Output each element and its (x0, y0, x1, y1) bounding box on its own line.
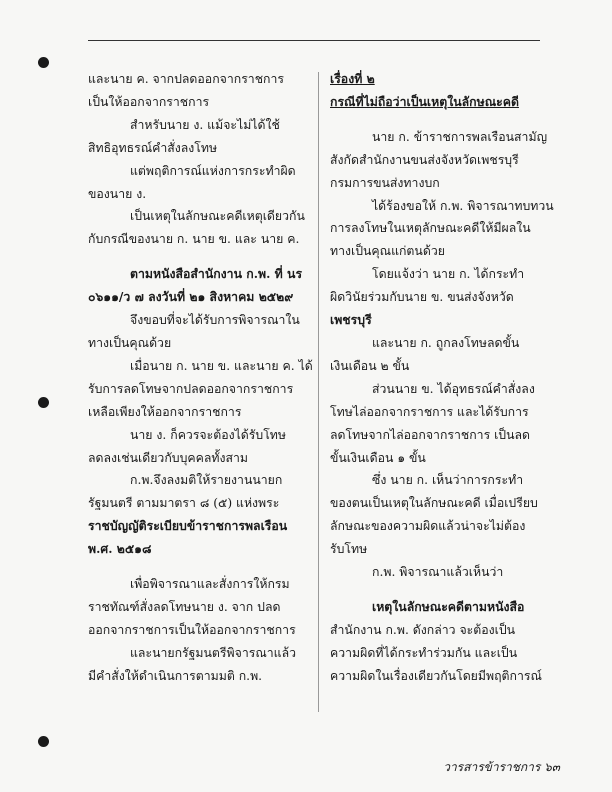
text-line: ได้ร้องขอให้ ก.พ. พิจารณาทบทวน (372, 198, 554, 213)
text-line: ส่วนนาย ข. ได้อุทธรณ์คำสั่งลง (372, 381, 535, 396)
text-line: ออกจากราชการเป็นให้ออกจากราชการ (88, 622, 296, 637)
text-line: ลดโทษจากไล่ออกจากราชการ เป็นลด (330, 427, 531, 442)
text-line: การลงโทษในเหตุลักษณะคดีให้มีผลใน (330, 221, 531, 236)
text-line: เพชรบุรี (330, 312, 372, 328)
right-column (330, 68, 552, 688)
text-line: ตามหนังสือสำนักงาน ก.พ. ที่ นร (130, 266, 303, 282)
paragraph-gap (330, 584, 552, 596)
text-line: ขั้นเงินเดือน ๑ ขั้น (330, 450, 426, 465)
text-line: ทางเป็นคุณแก่ตนด้วย (330, 244, 445, 259)
text-line: เหลือเพียงให้ออกจากราชการ (88, 404, 242, 419)
text-line: สังกัดสำนักงานขนส่งจังหวัดเพชรบุรี (330, 152, 519, 167)
text-line: เมื่อนาย ก. นาย ข. และนาย ค. ได้ (130, 358, 313, 373)
text-line: ๐๖๑๑/ว ๗ ลงวันที่ ๒๑ สิงหาคม ๒๕๒๙ (88, 289, 294, 305)
page-footer: วารสารข้าราชการ ๖๓ (443, 760, 560, 774)
text-line: นาย ง. ก็ควรจะต้องได้รับโทษ (130, 427, 287, 442)
text-line: มีคำสั่งให้ดำเนินการตามมติ ก.พ. (88, 668, 263, 683)
text-line: สิทธิอุทธรณ์คำสั่งลงโทษ (88, 140, 218, 155)
text-line: ของนาย ง. (88, 186, 147, 201)
column-divider (318, 72, 319, 712)
text-line: ราชทัณฑ์สั่งลดโทษนาย ง. จาก ปลด (88, 599, 281, 614)
text-line: รับโทษ (330, 542, 368, 557)
header-rule (88, 40, 540, 41)
text-line: และนาย ค. จากปลดออกจากราชการ (88, 72, 284, 86)
text-line: เหตุในลักษณะคดีตามหนังสือ (372, 598, 525, 614)
text-line: ลดลงเช่นเดียวกับบุคคลทั้งสาม (88, 450, 248, 465)
text-line: สำหรับนาย ง. แม้จะไม่ได้ใช้ (130, 117, 280, 132)
punch-hole (38, 57, 49, 68)
text-line: ของตนเป็นเหตุในลักษณะคดี เมื่อเปรียบ (330, 496, 538, 511)
text-line: ผิดวินัยร่วมกับนาย ข. ขนส่งจังหวัด (330, 290, 514, 305)
text-line: พ.ศ. ๒๕๑๘ (88, 541, 152, 557)
text-line: ความผิดที่ได้กระทำร่วมกัน และเป็น (330, 645, 518, 660)
text-line: กรณีที่ไม่ถือว่าเป็นเหตุในลักษณะคดี (330, 93, 519, 109)
text-line: เพื่อพิจารณาและสั่งการให้กรม (130, 577, 290, 592)
text-line: ทางเป็นคุณด้วย (88, 335, 172, 350)
paragraph-gap (88, 251, 308, 263)
text-line: กับกรณีของนาย ก. นาย ข. และ นาย ค. (88, 232, 300, 247)
text-line: ลักษณะของความผิดแล้วน่าจะไม่ต้อง (330, 519, 526, 534)
text-line: แต่พฤติการณ์แห่งการกระทำผิด (130, 163, 296, 178)
punch-hole (38, 397, 49, 408)
text-line: นาย ก. ข้าราชการพลเรือนสามัญ (372, 129, 548, 144)
text-line: และนายกรัฐมนตรีพิจารณาแล้ว (130, 645, 297, 660)
paragraph-gap (330, 114, 552, 126)
text-line: ราชบัญญัติระเบียบข้าราชการพลเรือน (88, 518, 288, 534)
text-line: กรมการขนส่งทางบก (330, 175, 440, 190)
punch-hole (38, 736, 49, 747)
text-line: ก.พ. พิจารณาแล้วเห็นว่า (372, 565, 504, 580)
text-line: ความผิดในเรื่องเดียวกันโดยมีพฤติการณ์ (330, 668, 542, 683)
text-line: ซึ่ง นาย ก. เห็นว่าการกระทำ (372, 473, 524, 488)
text-line: และนาย ก. ถูกลงโทษลดขั้น (372, 335, 520, 350)
text-line: โทษไล่ออกจากราชการ และได้รับการ (330, 404, 529, 419)
paragraph-gap (88, 561, 308, 573)
text-line: สำนักงาน ก.พ. ดังกล่าว จะต้องเป็น (330, 622, 516, 637)
text-line: รับการลดโทษจากปลดออกจากราชการ (88, 381, 294, 396)
text-line: เป็นให้ออกจากราชการ (88, 94, 210, 109)
text-line: ก.พ.จึงลงมติให้รายงานนายก (130, 473, 283, 488)
text-line: เป็นเหตุในลักษณะคดีเหตุเดียวกัน (130, 209, 305, 224)
left-column (88, 68, 313, 688)
text-line: เงินเดือน ๒ ขั้น (330, 358, 410, 373)
text-line: เรื่องที่ ๒ (330, 71, 375, 86)
text-line: รัฐมนตรี ตามมาตรา ๘ (๕) แห่งพระ (88, 496, 280, 511)
text-line: โดยแจ้งว่า นาย ก. ได้กระทำ (372, 267, 525, 282)
text-line: จึงขอบที่จะได้รับการพิจารณาใน (130, 313, 300, 328)
